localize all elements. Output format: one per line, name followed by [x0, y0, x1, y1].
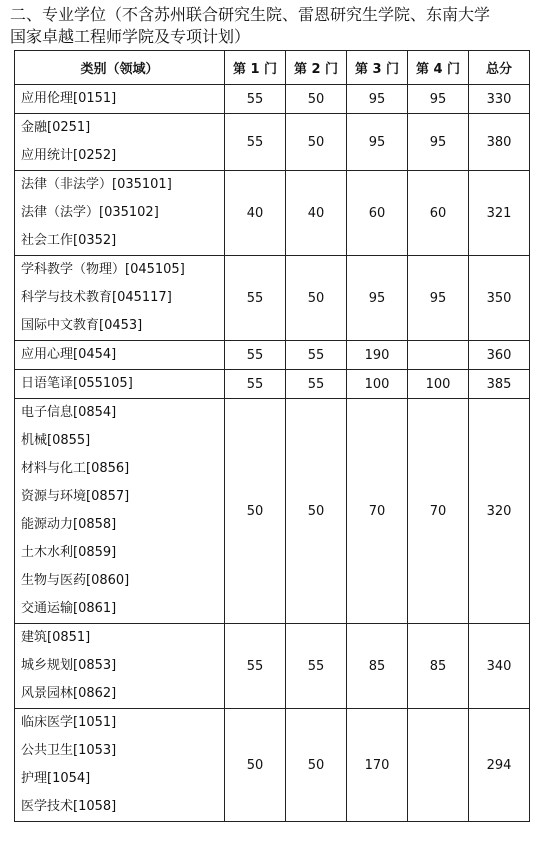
- score-subject-1: 50: [225, 399, 286, 624]
- category-label: 公共卫生[1053]: [21, 743, 117, 758]
- category-label: 法律（非法学）[035101]: [21, 177, 172, 192]
- score-subject-3: 190: [347, 341, 408, 370]
- category-label: 应用伦理[0151]: [21, 91, 117, 106]
- score-subject-1: 55: [225, 370, 286, 399]
- score-subject-2: 50: [286, 709, 347, 822]
- table-row: [15, 114, 530, 171]
- score-total: 294: [469, 709, 530, 822]
- score-subject-2: 50: [286, 114, 347, 171]
- table-row: [15, 85, 530, 114]
- header-row: [15, 51, 530, 85]
- header-subject-1: 第 1 门: [225, 51, 286, 85]
- category-cell: [15, 85, 225, 114]
- table-row: [15, 256, 530, 341]
- score-subject-4: 95: [408, 256, 469, 341]
- score-subject-3: 85: [347, 624, 408, 709]
- category-label: 土木水利[0859]: [21, 545, 117, 560]
- score-total: 380: [469, 114, 530, 171]
- category-label: 生物与医药[0860]: [21, 573, 130, 588]
- category-label: 社会工作[0352]: [21, 233, 117, 248]
- category-cell: [15, 171, 225, 256]
- heading-line-2: 国家卓越工程师学院及专项计划）: [10, 27, 251, 46]
- category-label: 科学与技术教育[045117]: [21, 290, 172, 305]
- score-table: [14, 50, 530, 822]
- category-label: 机械[0855]: [21, 433, 91, 448]
- category-label: 城乡规划[0853]: [21, 658, 117, 673]
- score-subject-1: 55: [225, 85, 286, 114]
- header-subject-4: 第 4 门: [408, 51, 469, 85]
- score-subject-4: [408, 709, 469, 822]
- category-label: 学科教学（物理）[045105]: [21, 262, 185, 277]
- category-cell: [15, 370, 225, 399]
- score-total: 360: [469, 341, 530, 370]
- table-row: [15, 341, 530, 370]
- score-subject-1: 55: [225, 114, 286, 171]
- category-cell: [15, 709, 225, 822]
- score-subject-3: 70: [347, 399, 408, 624]
- score-total: 385: [469, 370, 530, 399]
- category-label: 交通运输[0861]: [21, 601, 117, 616]
- score-subject-3: 95: [347, 114, 408, 171]
- category-label: 风景园林[0862]: [21, 686, 117, 701]
- score-subject-1: 55: [225, 256, 286, 341]
- score-subject-4: 70: [408, 399, 469, 624]
- score-total: 350: [469, 256, 530, 341]
- table-row: [15, 370, 530, 399]
- header-subject-3: 第 3 门: [347, 51, 408, 85]
- score-subject-2: 55: [286, 341, 347, 370]
- category-label: 法律（法学）[035102]: [21, 205, 159, 220]
- category-label: 建筑[0851]: [21, 630, 91, 645]
- category-label: 国际中文教育[0453]: [21, 318, 143, 333]
- category-label: 应用心理[0454]: [21, 347, 117, 362]
- category-label: 电子信息[0854]: [21, 405, 117, 420]
- score-subject-3: 170: [347, 709, 408, 822]
- table-body: [15, 85, 530, 822]
- category-label: 医学技术[1058]: [21, 799, 117, 814]
- score-subject-4: [408, 341, 469, 370]
- table-row: [15, 709, 530, 822]
- category-cell: [15, 341, 225, 370]
- table-row: [15, 399, 530, 624]
- category-label: 应用统计[0252]: [21, 148, 117, 163]
- score-subject-4: 60: [408, 171, 469, 256]
- header-total: 总分: [469, 51, 530, 85]
- score-subject-1: 55: [225, 341, 286, 370]
- score-subject-2: 55: [286, 370, 347, 399]
- score-subject-2: 55: [286, 624, 347, 709]
- score-subject-1: 50: [225, 709, 286, 822]
- score-subject-2: 50: [286, 399, 347, 624]
- score-subject-3: 100: [347, 370, 408, 399]
- category-label: 临床医学[1051]: [21, 715, 117, 730]
- score-subject-3: 95: [347, 85, 408, 114]
- score-total: 320: [469, 399, 530, 624]
- header-subject-2: 第 2 门: [286, 51, 347, 85]
- score-subject-2: 40: [286, 171, 347, 256]
- score-subject-4: 100: [408, 370, 469, 399]
- category-cell: [15, 114, 225, 171]
- score-subject-3: 60: [347, 171, 408, 256]
- table-row: [15, 171, 530, 256]
- score-total: 330: [469, 85, 530, 114]
- score-subject-3: 95: [347, 256, 408, 341]
- score-subject-4: 95: [408, 114, 469, 171]
- category-cell: [15, 256, 225, 341]
- category-cell: [15, 399, 225, 624]
- score-subject-2: 50: [286, 85, 347, 114]
- category-label: 金融[0251]: [21, 120, 91, 135]
- category-label: 能源动力[0858]: [21, 517, 117, 532]
- score-subject-1: 55: [225, 624, 286, 709]
- category-cell: [15, 624, 225, 709]
- score-subject-2: 50: [286, 256, 347, 341]
- category-label: 护理[1054]: [21, 771, 91, 786]
- category-label: 日语笔译[055105]: [21, 376, 133, 391]
- heading-line-1: 二、专业学位（不含苏州联合研究生院、雷恩研究生学院、东南大学: [10, 5, 491, 24]
- score-subject-1: 40: [225, 171, 286, 256]
- table-row: [15, 624, 530, 709]
- header-category: 类别（领域）: [15, 51, 225, 85]
- score-subject-4: 95: [408, 85, 469, 114]
- section-heading: [10, 4, 530, 48]
- score-total: 321: [469, 171, 530, 256]
- category-label: 材料与化工[0856]: [21, 461, 130, 476]
- score-total: 340: [469, 624, 530, 709]
- score-subject-4: 85: [408, 624, 469, 709]
- category-label: 资源与环境[0857]: [21, 489, 130, 504]
